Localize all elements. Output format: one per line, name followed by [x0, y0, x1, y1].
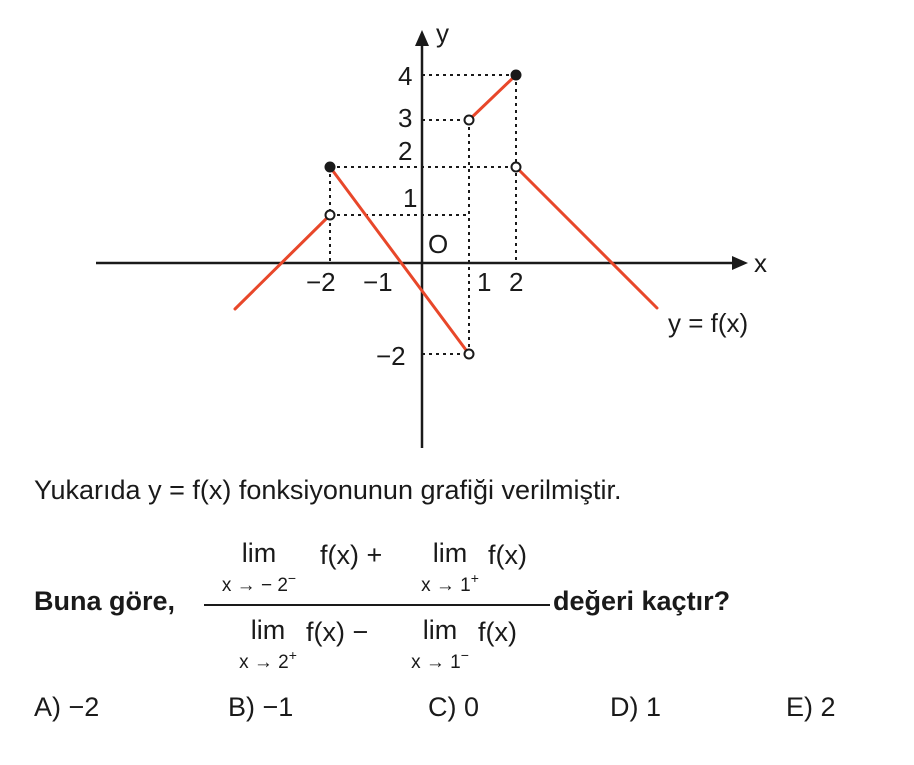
- curve-segment-right: [516, 167, 657, 308]
- y-axis-arrow: [415, 30, 429, 46]
- lim-subscript: x → − 2−: [221, 570, 297, 596]
- option-letter: D): [610, 692, 639, 722]
- option-letter: C): [428, 692, 457, 722]
- option-letter: B): [228, 692, 255, 722]
- question-lead: Buna göre,: [34, 586, 176, 616]
- lim-word: lim: [250, 615, 286, 645]
- numerator-expression-1: f(x) +: [320, 540, 383, 570]
- lim-word: lim: [422, 615, 458, 645]
- option-a[interactable]: [34, 692, 99, 723]
- curve: [235, 75, 657, 354]
- closed-point-m2-2: [326, 163, 335, 172]
- lim-subscript: x → 1−: [411, 647, 469, 673]
- x-axis-label: x: [754, 248, 767, 278]
- lim-word: lim: [241, 538, 277, 568]
- origin-label: O: [428, 229, 449, 259]
- x-tick-label: 1: [477, 267, 492, 297]
- numerator-limit-2: [410, 540, 490, 595]
- option-e[interactable]: [786, 692, 836, 723]
- curve-segment-middle: [330, 167, 469, 354]
- denominator-limit-1: [228, 617, 308, 672]
- option-value: 0: [464, 692, 480, 722]
- numerator-limit-1: [214, 540, 304, 595]
- lim-subscript: x → 2+: [239, 647, 297, 673]
- fraction-bar: [204, 604, 550, 606]
- y-tick-label: 2: [398, 136, 413, 166]
- y-tick-label: 4: [398, 61, 413, 91]
- option-value: −2: [68, 692, 100, 722]
- x-tick-label: −2: [306, 267, 336, 297]
- denominator-limit-2: [400, 617, 480, 672]
- y-tick-label: 3: [398, 103, 413, 133]
- option-b[interactable]: [228, 692, 293, 723]
- numerator-expression-2: f(x): [488, 540, 527, 570]
- x-axis-arrow: [732, 256, 748, 270]
- closed-point-2-4: [512, 71, 521, 80]
- denominator-expression-2: f(x): [478, 617, 517, 647]
- curve-segment-upper: [469, 75, 516, 120]
- y-tick-label: −2: [376, 341, 406, 371]
- y-axis-label: y: [436, 18, 449, 48]
- open-point-m2-1: [326, 211, 335, 220]
- option-d[interactable]: [610, 692, 661, 723]
- denominator-expression-1: f(x) −: [306, 617, 369, 647]
- open-point-1-m2: [465, 350, 474, 359]
- option-value: 1: [646, 692, 662, 722]
- open-point-2-2: [512, 163, 521, 172]
- function-label: y = f(x): [668, 308, 749, 338]
- option-value: 2: [820, 692, 836, 722]
- question-intro: Yukarıda y = f(x) fonksiyonunun grafiği verilmiştir.: [34, 475, 622, 505]
- question-tail: değeri kaçtır?: [553, 586, 731, 616]
- option-letter: E): [786, 692, 813, 722]
- lim-subscript: x → 1+: [421, 570, 479, 596]
- option-c[interactable]: [428, 692, 479, 723]
- y-tick-label: 1: [403, 183, 418, 213]
- x-tick-label: 2: [509, 267, 524, 297]
- option-letter: A): [34, 692, 61, 722]
- option-value: −1: [262, 692, 294, 722]
- lim-word: lim: [432, 538, 468, 568]
- x-tick-label: −1: [363, 267, 393, 297]
- open-point-1-3: [465, 116, 474, 125]
